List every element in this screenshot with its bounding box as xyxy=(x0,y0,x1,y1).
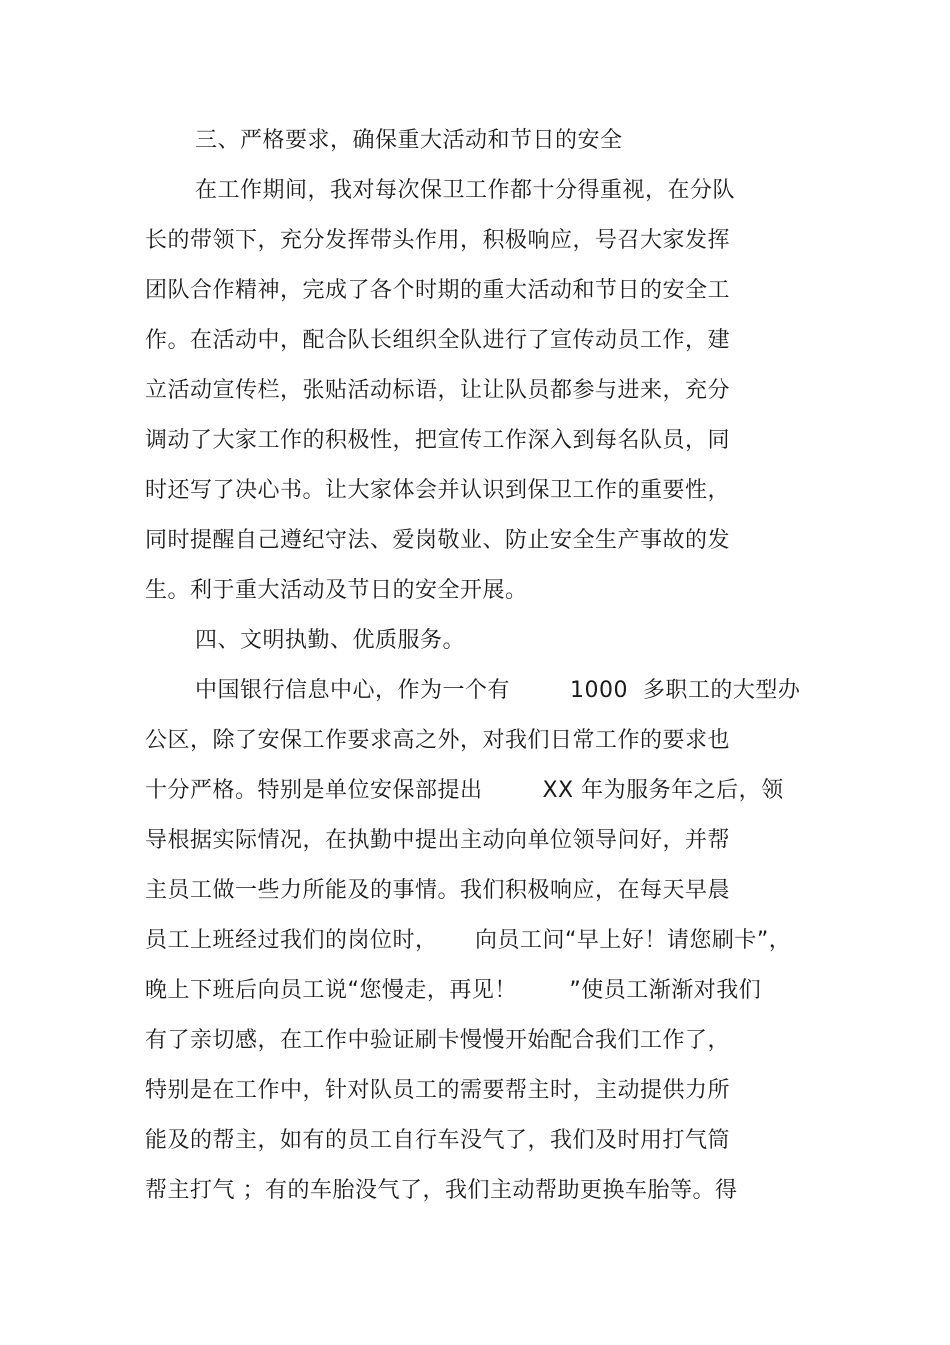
paragraph-line: 生。利于重大活动及节日的安全开展。 xyxy=(145,578,528,603)
paragraph-line: 公区，除了安保工作要求高之外，对我们日常工作的要求也 xyxy=(145,728,731,753)
paragraph-line: 导根据实际情况，在执勤中提出主动向单位领导问好，并帮 xyxy=(145,828,731,853)
paragraph-line: 员工上班经过我们的岗位时， 向员工问“早上好！请您刷卡”， xyxy=(145,928,792,953)
paragraph-line: 中国银行信息中心，作为一个有 1000 多职工的大型办 xyxy=(195,678,801,703)
paragraph-line: 时还写了决心书。让大家体会并认识到保卫工作的重要性， xyxy=(145,478,731,503)
paragraph-line: 十分严格。特别是单位安保部提出 XX 年为服务年之后，领 xyxy=(145,778,784,803)
section-heading-3: 三、严格要求，确保重大活动和节日的安全 xyxy=(195,128,623,153)
paragraph-line: 有了亲切感，在工作中验证刷卡慢慢开始配合我们工作了， xyxy=(145,1028,731,1053)
paragraph-line: 主员工做一些力所能及的事情。我们积极响应，在每天早晨 xyxy=(145,878,731,903)
paragraph-line: 团队合作精神，完成了各个时期的重大活动和节日的安全工 xyxy=(145,278,731,303)
paragraph-line: 立活动宣传栏，张贴活动标语，让让队员都参与进来，充分 xyxy=(145,378,731,403)
paragraph-line: 晚上下班后向员工说“您慢走，再见！ ”使员工渐渐对我们 xyxy=(145,978,762,1003)
paragraph-line: 作。在活动中，配合队长组织全队进行了宣传动员工作，建 xyxy=(145,328,731,353)
section-heading-4: 四、文明执勤、优质服务。 xyxy=(195,628,466,653)
paragraph-line: 能及的帮主，如有的员工自行车没气了，我们及时用打气筒 xyxy=(145,1128,731,1153)
paragraph-line: 特别是在工作中，针对队员工的需要帮主时，主动提供力所 xyxy=(145,1078,731,1103)
paragraph-line: 帮主打气 ；有的车胎没气了，我们主动帮助更换车胎等。得 xyxy=(145,1178,738,1203)
paragraph-line: 同时提醒自己遵纪守法、爱岗敬业、防止安全生产事故的发 xyxy=(145,528,731,553)
paragraph-line: 在工作期间，我对每次保卫工作都十分得重视，在分队 xyxy=(195,178,736,203)
paragraph-line: 长的带领下，充分发挥带头作用，积极响应，号召大家发挥 xyxy=(145,228,731,253)
paragraph-line: 调动了大家工作的积极性，把宣传工作深入到每名队员，同 xyxy=(145,428,731,453)
